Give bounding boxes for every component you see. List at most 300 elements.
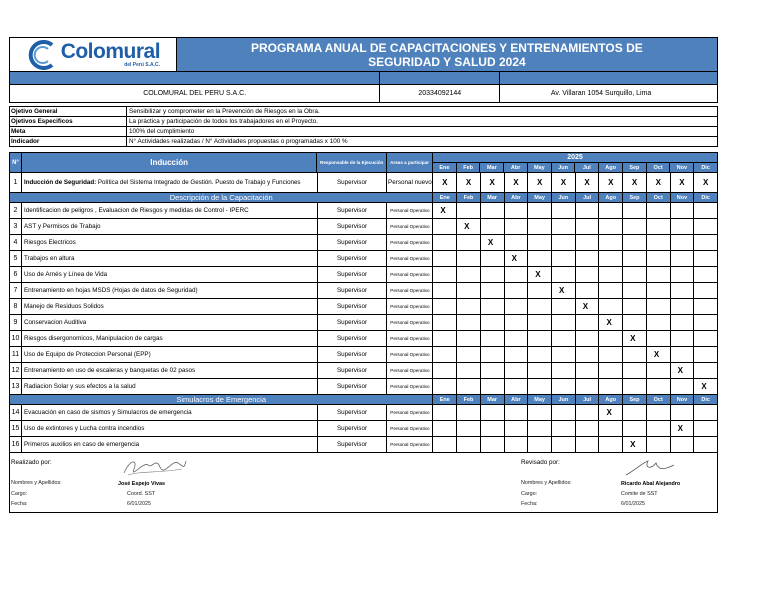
area-cell: Personal Operativo	[387, 299, 433, 315]
company-name: COLOMURAL DEL PERU S.A.C.	[10, 85, 380, 103]
month-header-ago: Ago	[599, 193, 623, 203]
induction-description	[22, 173, 318, 193]
month-mark: X	[599, 315, 623, 331]
month-cell	[552, 405, 576, 421]
row-description: Manejo de Residuos Solidos	[22, 299, 318, 315]
month-cell	[599, 347, 623, 363]
month-cell	[457, 379, 481, 395]
month-cell	[433, 219, 457, 235]
month-cell	[552, 331, 576, 347]
logo-sub: del Perú S.A.C.	[124, 62, 161, 68]
table-row	[10, 379, 718, 395]
month-mark: X	[576, 173, 600, 193]
month-cell	[599, 421, 623, 437]
month-cell	[505, 267, 529, 283]
month-cell	[433, 421, 457, 437]
page-title: PROGRAMA ANUAL DE CAPACITACIONES Y ENTRENAMIENTOS DE SEGURIDAD Y SALUD 2024	[250, 40, 643, 69]
row-number: 4	[10, 235, 22, 251]
month-cell	[623, 235, 647, 251]
row-description: AST y Permisos de Trabajo	[22, 219, 318, 235]
month-cell	[694, 235, 718, 251]
month-cell	[647, 203, 671, 219]
area-cell: Personal Operativo	[387, 283, 433, 299]
month-mark: X	[694, 173, 718, 193]
area-cell: Personal Operativo	[387, 331, 433, 347]
row-number: 1	[10, 173, 22, 193]
month-cell	[576, 379, 600, 395]
month-mark: X	[599, 173, 623, 193]
table-row	[10, 315, 718, 331]
month-cell	[599, 331, 623, 347]
left-cargo: Coord. SST	[127, 491, 156, 497]
table-row	[10, 331, 718, 347]
table-row	[10, 421, 718, 437]
month-mark: X	[457, 173, 481, 193]
table-header-row	[10, 153, 718, 173]
colomural-logo-icon	[26, 40, 60, 70]
month-cell	[528, 363, 552, 379]
section-capacitacion-row	[10, 193, 718, 203]
row-description: Conservacion Auditiva	[22, 315, 318, 331]
month-mark: X	[433, 173, 457, 193]
responsable-cell: Supervisor	[318, 379, 388, 395]
month-cell	[599, 251, 623, 267]
month-cell	[433, 235, 457, 251]
month-cell	[552, 315, 576, 331]
month-cell	[528, 235, 552, 251]
month-cell	[528, 347, 552, 363]
left-fecha: 6/01/2025	[127, 501, 151, 507]
months-row	[433, 163, 718, 173]
month-mark: X	[671, 363, 695, 379]
month-header-sep: Sep	[623, 163, 647, 173]
company-ruc: 20334092144	[380, 85, 500, 103]
month-cell	[671, 203, 695, 219]
info-value: La práctica y participación de todos los trabajadores en el Proyecto.	[127, 117, 718, 127]
month-cell	[647, 267, 671, 283]
month-cell	[433, 331, 457, 347]
blue-bar-mid	[380, 72, 500, 85]
month-cell	[457, 363, 481, 379]
info-row	[10, 107, 718, 117]
month-cell	[457, 405, 481, 421]
month-cell	[505, 283, 529, 299]
month-mark: X	[552, 173, 576, 193]
month-cell	[671, 379, 695, 395]
row-description: Identificacion de peligros , Evaluacion de Riesgos y medidas de Control - IPERC	[22, 203, 318, 219]
month-cell	[576, 203, 600, 219]
responsable-cell: Supervisor	[318, 283, 388, 299]
month-header-jun: Jun	[552, 193, 576, 203]
induction-title-rest: Política del Sistema Integrado de Gestión. Puesto de Trabajo y Funciones	[96, 179, 301, 186]
month-cell	[528, 405, 552, 421]
month-cell	[599, 235, 623, 251]
month-cell	[528, 437, 552, 453]
month-cell	[623, 251, 647, 267]
month-cell	[694, 251, 718, 267]
month-cell	[528, 421, 552, 437]
row-description: Entrenamiento en hojas MSDS (Hojas de datos de Seguridad)	[22, 283, 318, 299]
month-cell	[457, 235, 481, 251]
month-cell	[647, 235, 671, 251]
month-cell	[505, 363, 529, 379]
section-simulacros-row	[10, 395, 718, 405]
month-cell	[433, 299, 457, 315]
month-cell	[552, 235, 576, 251]
month-cell	[576, 315, 600, 331]
area-cell: Personal Operativo	[387, 203, 433, 219]
area-cell: Personal Operativo	[387, 347, 433, 363]
table-row	[10, 203, 718, 219]
month-cell	[457, 437, 481, 453]
month-cell	[694, 437, 718, 453]
table-row	[10, 283, 718, 299]
right-nombres-label: Nombres y Apellidos:	[521, 480, 572, 486]
month-cell	[694, 315, 718, 331]
info-label: Meta	[10, 127, 127, 137]
month-mark: X	[599, 405, 623, 421]
row-number: 8	[10, 299, 22, 315]
month-header-oct: Oct	[647, 193, 671, 203]
month-header-dic: Dic	[694, 163, 718, 173]
month-cell	[647, 315, 671, 331]
info-label: Ojetivo General	[10, 107, 127, 117]
month-header-feb: Feb	[457, 395, 481, 405]
table-row	[10, 347, 718, 363]
month-header-oct: Oct	[647, 163, 671, 173]
month-cell	[481, 421, 505, 437]
month-cell	[505, 437, 529, 453]
month-cell	[576, 251, 600, 267]
responsable-cell: Supervisor	[318, 299, 388, 315]
month-cell	[647, 299, 671, 315]
month-cell	[599, 267, 623, 283]
month-header-may: May	[528, 193, 552, 203]
months-header-group	[433, 153, 718, 173]
month-cell	[481, 299, 505, 315]
month-cell	[647, 283, 671, 299]
row-description: Entrenamiento en uso de escaleras y banquetas de 02 pasos	[22, 363, 318, 379]
month-mark: X	[623, 437, 647, 453]
month-cell	[623, 363, 647, 379]
logo-area	[10, 38, 177, 72]
month-cell	[505, 235, 529, 251]
month-header-mar: Mar	[481, 395, 505, 405]
info-table	[9, 106, 718, 147]
schedule-table	[9, 152, 718, 453]
month-cell	[505, 219, 529, 235]
program-sheet	[9, 37, 718, 513]
month-cell	[576, 437, 600, 453]
month-cell	[694, 347, 718, 363]
month-cell	[457, 203, 481, 219]
month-cell	[481, 379, 505, 395]
month-header-ago: Ago	[599, 395, 623, 405]
month-cell	[647, 363, 671, 379]
month-cell	[505, 299, 529, 315]
month-cell	[671, 267, 695, 283]
month-cell	[647, 405, 671, 421]
month-cell	[528, 315, 552, 331]
month-cell	[433, 267, 457, 283]
month-cell	[623, 347, 647, 363]
month-cell	[552, 299, 576, 315]
blue-bar-left	[10, 72, 380, 85]
month-cell	[623, 315, 647, 331]
row-description: Primeros auxilios en caso de emergencia	[22, 437, 318, 453]
month-cell	[528, 219, 552, 235]
row-number: 7	[10, 283, 22, 299]
month-header-ene: Ene	[433, 395, 457, 405]
month-cell	[671, 347, 695, 363]
responsable-cell: Supervisor	[318, 235, 388, 251]
info-row	[10, 117, 718, 127]
table-row	[10, 299, 718, 315]
month-cell	[528, 299, 552, 315]
month-cell	[671, 283, 695, 299]
info-row	[10, 137, 718, 147]
month-header-mar: Mar	[480, 163, 504, 173]
month-cell	[457, 299, 481, 315]
row-description: Evacuación en caso de sismos y Simulacros de emergencia	[22, 405, 318, 421]
responsable-cell: Supervisor	[318, 363, 388, 379]
area-cell: Personal Operativo	[387, 267, 433, 283]
month-mark: X	[481, 173, 505, 193]
responsable-cell: Supervisor	[318, 173, 388, 193]
responsable-cell: Supervisor	[318, 405, 388, 421]
responsable-cell: Supervisor	[318, 437, 388, 453]
month-header-ene: Ene	[433, 163, 457, 173]
right-fecha-label: Fecha:	[521, 501, 538, 507]
month-cell	[671, 405, 695, 421]
table-row	[10, 267, 718, 283]
month-mark: X	[647, 173, 671, 193]
month-cell	[647, 421, 671, 437]
left-fecha-label: Fecha:	[11, 501, 28, 507]
month-cell	[623, 421, 647, 437]
month-cell	[481, 203, 505, 219]
row-number: 15	[10, 421, 22, 437]
month-cell	[694, 363, 718, 379]
month-cell	[552, 203, 576, 219]
row-number: 2	[10, 203, 22, 219]
month-cell	[481, 315, 505, 331]
month-cell	[433, 363, 457, 379]
month-cell	[694, 299, 718, 315]
month-cell	[694, 421, 718, 437]
month-cell	[457, 347, 481, 363]
month-cell	[505, 203, 529, 219]
month-header-jun: Jun	[552, 163, 576, 173]
info-row	[10, 127, 718, 137]
month-header-jul: Jul	[576, 193, 600, 203]
month-header-abr: Abr	[505, 395, 529, 405]
month-cell	[505, 347, 529, 363]
month-cell	[457, 283, 481, 299]
month-mark: X	[433, 203, 457, 219]
area-cell: Personal nuevo	[387, 173, 433, 193]
month-header-ago: Ago	[599, 163, 623, 173]
realizado-label: Realizado por:	[11, 459, 52, 466]
month-cell	[528, 283, 552, 299]
month-cell	[457, 251, 481, 267]
month-mark: X	[694, 379, 718, 395]
month-cell	[599, 219, 623, 235]
areas-header: Areas a participar	[387, 153, 433, 173]
month-cell	[505, 315, 529, 331]
month-cell	[552, 363, 576, 379]
area-cell: Personal Operativo	[387, 235, 433, 251]
month-mark: X	[528, 267, 552, 283]
month-header-nov: Nov	[670, 163, 694, 173]
row-number: 13	[10, 379, 22, 395]
section-title: Descripción de la Capacitación	[10, 193, 433, 203]
month-cell	[647, 251, 671, 267]
left-signature-icon	[120, 455, 190, 479]
info-value: 100% del cumplimiento	[127, 127, 718, 137]
signature-footer	[9, 453, 718, 513]
month-cell	[671, 437, 695, 453]
responsable-cell: Supervisor	[318, 267, 388, 283]
table-row	[10, 437, 718, 453]
table-row	[10, 363, 718, 379]
right-name: Ricardo Abal Alejandro	[621, 481, 681, 487]
month-cell	[599, 283, 623, 299]
month-cell	[647, 437, 671, 453]
month-header-jul: Jul	[575, 163, 599, 173]
section-title: Simulacros de Emergencia	[10, 395, 433, 405]
month-cell	[481, 219, 505, 235]
row-number: 6	[10, 267, 22, 283]
company-address: Av. Villaran 1054 Surquillo, Lima	[500, 85, 718, 103]
month-cell	[433, 283, 457, 299]
month-cell	[599, 437, 623, 453]
month-cell	[623, 267, 647, 283]
month-header-abr: Abr	[505, 193, 529, 203]
logo-name: Colomural	[60, 40, 161, 63]
month-cell	[433, 315, 457, 331]
left-name: José Espejo Vivas	[118, 481, 165, 487]
right-fecha: 6/01/2025	[621, 501, 645, 507]
responsable-cell: Supervisor	[318, 347, 388, 363]
month-mark: X	[623, 331, 647, 347]
area-cell: Personal Operativo	[387, 219, 433, 235]
month-cell	[528, 251, 552, 267]
row-description: Uso de extintores y Lucha contra incendios	[22, 421, 318, 437]
info-value: Sensibilizar y comprometer en la Prevención de Riesgos en la Obra.	[127, 107, 718, 117]
month-cell	[599, 299, 623, 315]
area-cell: Personal Operativo	[387, 315, 433, 331]
row-description: Trabajos en altura	[22, 251, 318, 267]
row-description: Riesgos Electricos	[22, 235, 318, 251]
month-cell	[528, 203, 552, 219]
month-header-sep: Sep	[623, 193, 647, 203]
month-cell	[671, 219, 695, 235]
month-header-oct: Oct	[647, 395, 671, 405]
month-header-may: May	[528, 395, 552, 405]
month-cell	[552, 379, 576, 395]
month-cell	[576, 235, 600, 251]
month-cell	[481, 283, 505, 299]
month-cell	[576, 405, 600, 421]
month-cell	[623, 299, 647, 315]
month-cell	[552, 347, 576, 363]
month-header-mar: Mar	[481, 193, 505, 203]
responsable-cell: Supervisor	[318, 315, 388, 331]
info-label: Indicador	[10, 137, 127, 147]
month-mark: X	[647, 347, 671, 363]
month-mark: X	[505, 251, 529, 267]
month-cell	[433, 379, 457, 395]
month-cell	[671, 235, 695, 251]
month-cell	[599, 379, 623, 395]
row-description: Uso de Equipo de Proteccion Personal (EPP)	[22, 347, 318, 363]
month-cell	[623, 405, 647, 421]
table-row	[10, 173, 718, 193]
month-header-sep: Sep	[623, 395, 647, 405]
row-description: Uso de Arnés y Línea de Vida	[22, 267, 318, 283]
month-cell	[647, 379, 671, 395]
month-cell	[552, 421, 576, 437]
month-cell	[481, 363, 505, 379]
month-header-jul: Jul	[576, 395, 600, 405]
right-cargo-label: Cargo:	[521, 491, 538, 497]
month-header-abr: Abr	[504, 163, 528, 173]
title-cell	[177, 38, 718, 72]
responsable-cell: Supervisor	[318, 203, 388, 219]
row-description: Riesgos disergonomicos, Manipulacion de cargas	[22, 331, 318, 347]
table-row	[10, 219, 718, 235]
month-cell	[433, 437, 457, 453]
month-cell	[671, 299, 695, 315]
month-cell	[694, 219, 718, 235]
table-row	[10, 405, 718, 421]
year-header: 2025	[433, 153, 718, 163]
month-cell	[481, 405, 505, 421]
month-mark: X	[623, 173, 647, 193]
month-cell	[576, 283, 600, 299]
month-cell	[671, 251, 695, 267]
month-cell	[433, 347, 457, 363]
row-number: 11	[10, 347, 22, 363]
month-header-nov: Nov	[671, 193, 695, 203]
row-description: Radiacion Solar y sus efectos a la salud	[22, 379, 318, 395]
month-cell	[694, 331, 718, 347]
month-cell	[552, 251, 576, 267]
month-mark: X	[481, 235, 505, 251]
row-number: 5	[10, 251, 22, 267]
month-cell	[505, 405, 529, 421]
info-value: N° Actividades realizadas / N° Actividades propuestas o programadas x 100 %	[127, 137, 718, 147]
induccion-header: Inducción	[22, 153, 317, 173]
row-number: 12	[10, 363, 22, 379]
right-signature-icon	[622, 455, 682, 479]
month-mark: X	[576, 299, 600, 315]
month-header-dic: Dic	[694, 193, 718, 203]
blue-bar-right	[500, 72, 718, 85]
area-cell: Personal Operativo	[387, 363, 433, 379]
area-cell: Personal Operativo	[387, 437, 433, 453]
month-cell	[671, 331, 695, 347]
month-header-feb: Feb	[457, 163, 481, 173]
month-mark: X	[671, 173, 695, 193]
month-cell	[505, 331, 529, 347]
month-cell	[457, 421, 481, 437]
month-cell	[528, 379, 552, 395]
month-cell	[576, 267, 600, 283]
month-cell	[433, 405, 457, 421]
month-mark: X	[457, 219, 481, 235]
